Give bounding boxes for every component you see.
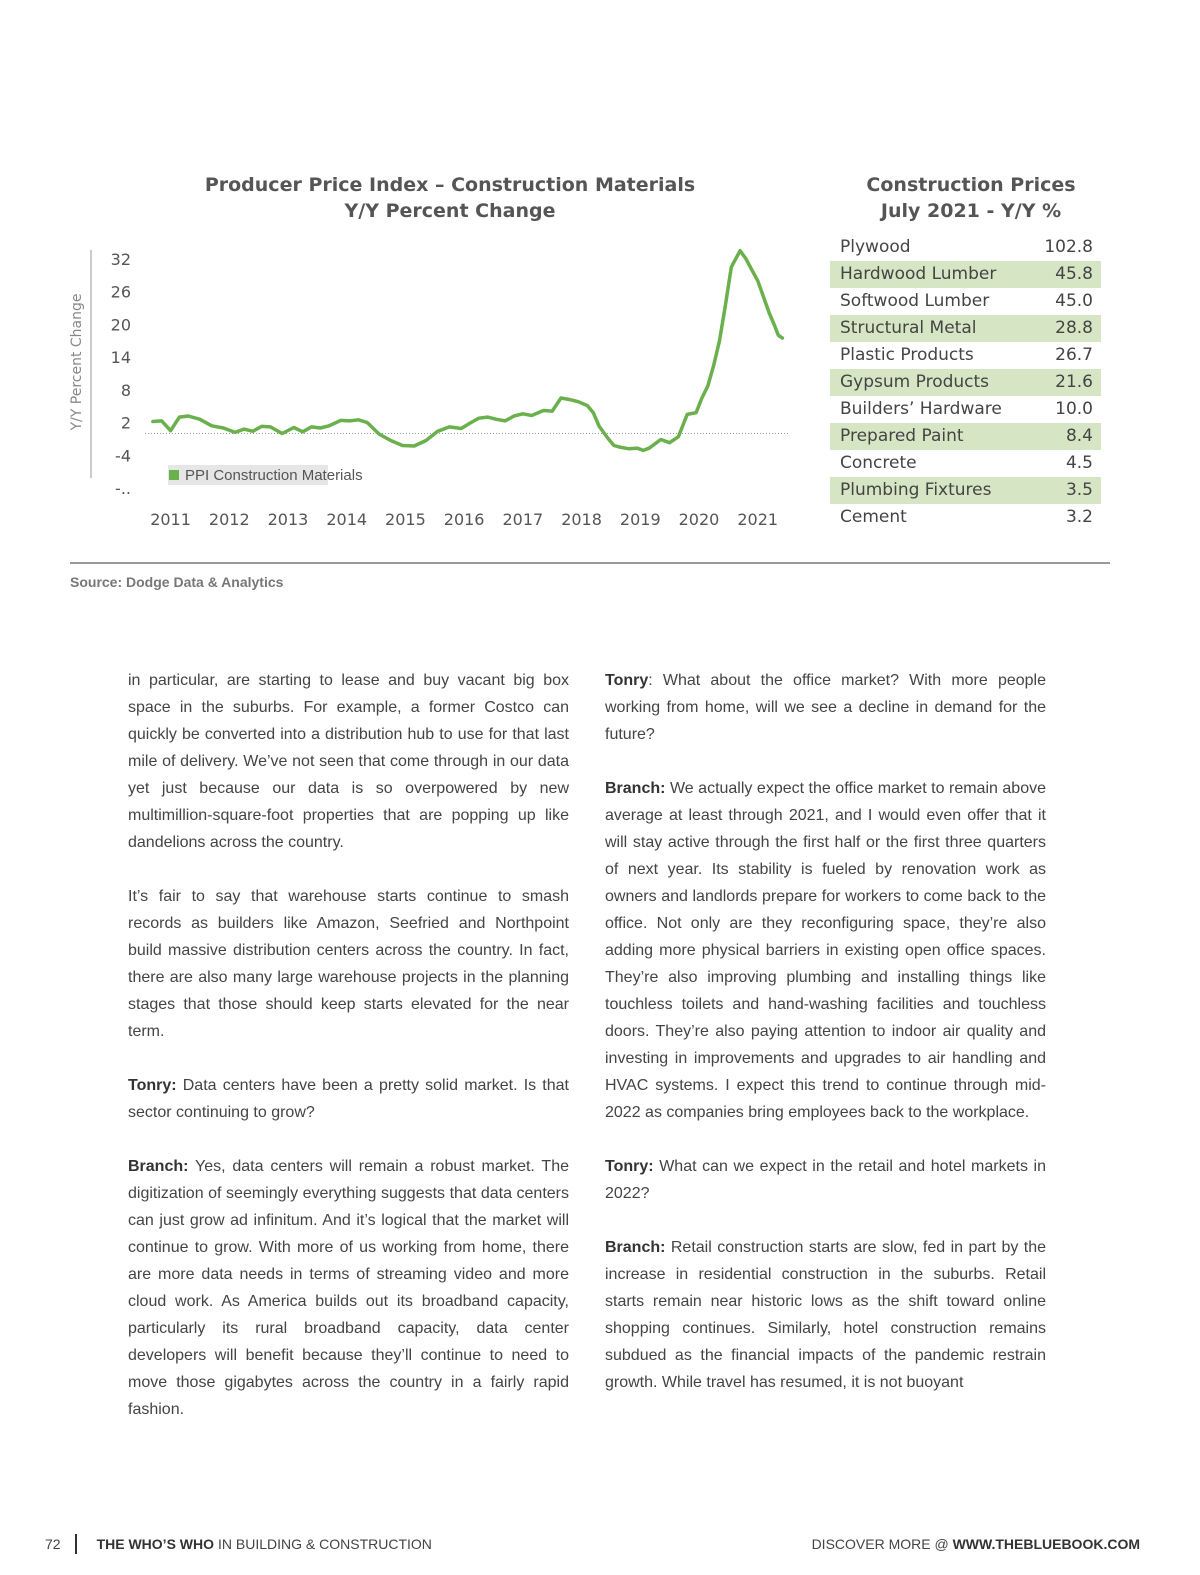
price-table-subtitle: July 2021 - Y/Y % [880,200,1062,222]
paragraph-text: Data centers have been a pretty solid market. Is that sector continuing to grow? [128,1077,569,1121]
y-axis-title: Y/Y Percent Change [69,293,85,431]
speaker-name: Tonry [605,672,649,689]
price-row-value: 45.8 [1055,264,1093,284]
price-row [830,369,1101,396]
price-row-label: Cement [840,507,907,527]
x-tick-label: 2017 [502,510,544,529]
paragraph-text: It’s fair to say that warehouse starts continue to smash records as builders like Amazon, Seefried and Northpoint build massive distribution centers across the country. In fact, there are also many large warehouse projects in the planning stages that those should keep starts elevated for the near term. [128,888,569,1040]
publication-subtitle: IN BUILDING & CONSTRUCTION [218,1536,432,1552]
speaker-name: Branch: [605,780,666,797]
price-row-value: 4.5 [1065,453,1093,473]
x-tick-label: 2020 [678,510,720,529]
y-tick-label: 32 [110,249,131,269]
price-row [830,261,1101,288]
publication-name: THE WHO’S WHO [96,1536,215,1552]
price-row [830,342,1101,369]
price-row-label: Structural Metal [840,318,977,338]
price-row [830,450,1101,477]
price-table-title-main: Construction Prices [866,174,1076,196]
price-row-label: Plumbing Fixtures [840,480,992,500]
series-line-ppi [153,251,783,451]
price-row [830,423,1101,450]
construction-prices-table [830,234,1101,531]
section-divider [70,562,1110,564]
speaker-name: Branch: [605,1239,666,1256]
article-column-right [605,667,1046,1396]
article-paragraph [128,883,569,1045]
x-tick-label: 2011 [150,510,191,529]
price-row-value: 3.2 [1065,507,1093,527]
x-tick-label: 2021 [737,510,779,529]
website-link[interactable]: WWW.THEBLUEBOOK.COM [952,1536,1140,1552]
price-row-label: Hardwood Lumber [840,264,997,284]
price-row-value: 26.7 [1055,345,1093,365]
article-column-left [128,667,569,1423]
x-tick-label: 2019 [619,510,661,529]
ppi-line-chart [55,238,800,538]
price-table-title [836,172,1106,224]
chart-title-main: Producer Price Index – Construction Materials [204,174,696,196]
paragraph-text: : What about the office market? With more people working from home, will we see a decline in demand for the future? [605,672,1046,743]
x-tick-label: 2014 [326,510,368,529]
article-paragraph [605,667,1046,748]
y-tick-label: 2 [120,413,131,433]
x-tick-label: 2013 [267,510,309,529]
price-row-label: Plywood [840,237,911,257]
price-row [830,396,1101,423]
article-paragraph [605,775,1046,1126]
chart-title [200,172,700,224]
x-tick-label: 2016 [443,510,485,529]
x-tick-label: 2012 [208,510,250,529]
article-paragraph [605,1234,1046,1396]
source-note: Source: Dodge Data & Analytics [70,574,284,590]
price-row-label: Prepared Paint [840,426,964,446]
footer-divider [75,1534,77,1554]
y-tick-label: 26 [110,282,131,302]
page-number: 72 [45,1536,61,1552]
x-tick-label: 2015 [385,510,426,529]
discover-label: DISCOVER MORE @ [811,1536,953,1552]
price-row-value: 21.6 [1055,372,1093,392]
price-row [830,477,1101,504]
paragraph-text: in particular, are starting to lease and buy vacant big box space in the suburbs. For example, a former Costco can quickly be converted into a distribution hub to use for that last mile of delivery. We’ve not seen that come through in our data yet just because our data is so overpowered by new multimillion-square-foot properties that are popping up like dandelions across the country. [128,672,569,851]
price-row-label: Plastic Products [840,345,974,365]
price-row-value: 10.0 [1055,399,1093,419]
price-row-value: 28.8 [1055,318,1093,338]
article-paragraph [128,667,569,856]
y-tick-label: 20 [110,315,131,335]
legend-swatch [169,470,179,480]
paragraph-text: Yes, data centers will remain a robust market. The digitization of seemingly everything suggests that data centers can just grow ad infinitum. And it’s logical that the market will continue to grow. With more of us working from home, there are more data needs in terms of streaming video and more cloud work. As America builds out its broadband capacity, particularly its rural broadband capacity, data center developers will benefit because they’ll continue to need to move those gigabytes across the country in a fairly rapid fashion. [128,1158,569,1418]
price-row-label: Gypsum Products [840,372,990,392]
chart-subtitle: Y/Y Percent Change [344,200,556,222]
y-tick-label: -.. [115,479,131,498]
price-row [830,315,1101,342]
price-row-value: 8.4 [1065,426,1093,446]
paragraph-text: We actually expect the office market to remain above average at least through 2021, and I would even offer that it will stay active through the first half or the first three quarters of next year. Its stability is fueled by renovation work as owners and landlords prepare for workers to come back to the office. Not only are they reconfiguring space, they’re also adding more physical barriers in existing open office spaces. They’re also improving plumbing and installing things like touchless toilets and hand-washing facilities and touchless doors. They’re also paying attention to indoor air quality and investing in improvements and upgrades to air handling and HVAC systems. I expect this trend to continue through mid-2022 as companies bring employees back to the workplace. [605,780,1046,1121]
footer-right [812,1534,1140,1554]
price-row [830,234,1101,261]
price-row [830,504,1101,531]
price-row-label: Builders’ Hardware [840,399,1002,419]
price-row-label: Concrete [840,453,917,473]
paragraph-text: What can we expect in the retail and hotel markets in 2022? [605,1158,1046,1202]
y-tick-label: 14 [110,348,131,368]
y-tick-label: -4 [115,446,131,466]
price-row-label: Softwood Lumber [840,291,990,311]
price-row-value: 102.8 [1044,237,1093,257]
y-tick-label: 8 [120,380,131,400]
article-paragraph [128,1153,569,1423]
price-row [830,288,1101,315]
speaker-name: Tonry: [605,1158,654,1175]
legend-label: PPI Construction Materials [185,467,363,484]
article-paragraph [605,1153,1046,1207]
speaker-name: Tonry: [128,1077,177,1094]
paragraph-text: Retail construction starts are slow, fed in part by the increase in residential construction in the suburbs. Retail starts remain near historic lows as the shift toward online shopping continues. Similarly, hotel construction remains subdued as the financial impacts of the pandemic restrain growth. While travel has resumed, it is not buoyant [605,1239,1046,1391]
price-row-value: 3.5 [1065,480,1093,500]
speaker-name: Branch: [128,1158,189,1175]
x-tick-label: 2018 [561,510,602,529]
article-paragraph [128,1072,569,1126]
footer-left [45,1534,432,1554]
price-row-value: 45.0 [1055,291,1093,311]
